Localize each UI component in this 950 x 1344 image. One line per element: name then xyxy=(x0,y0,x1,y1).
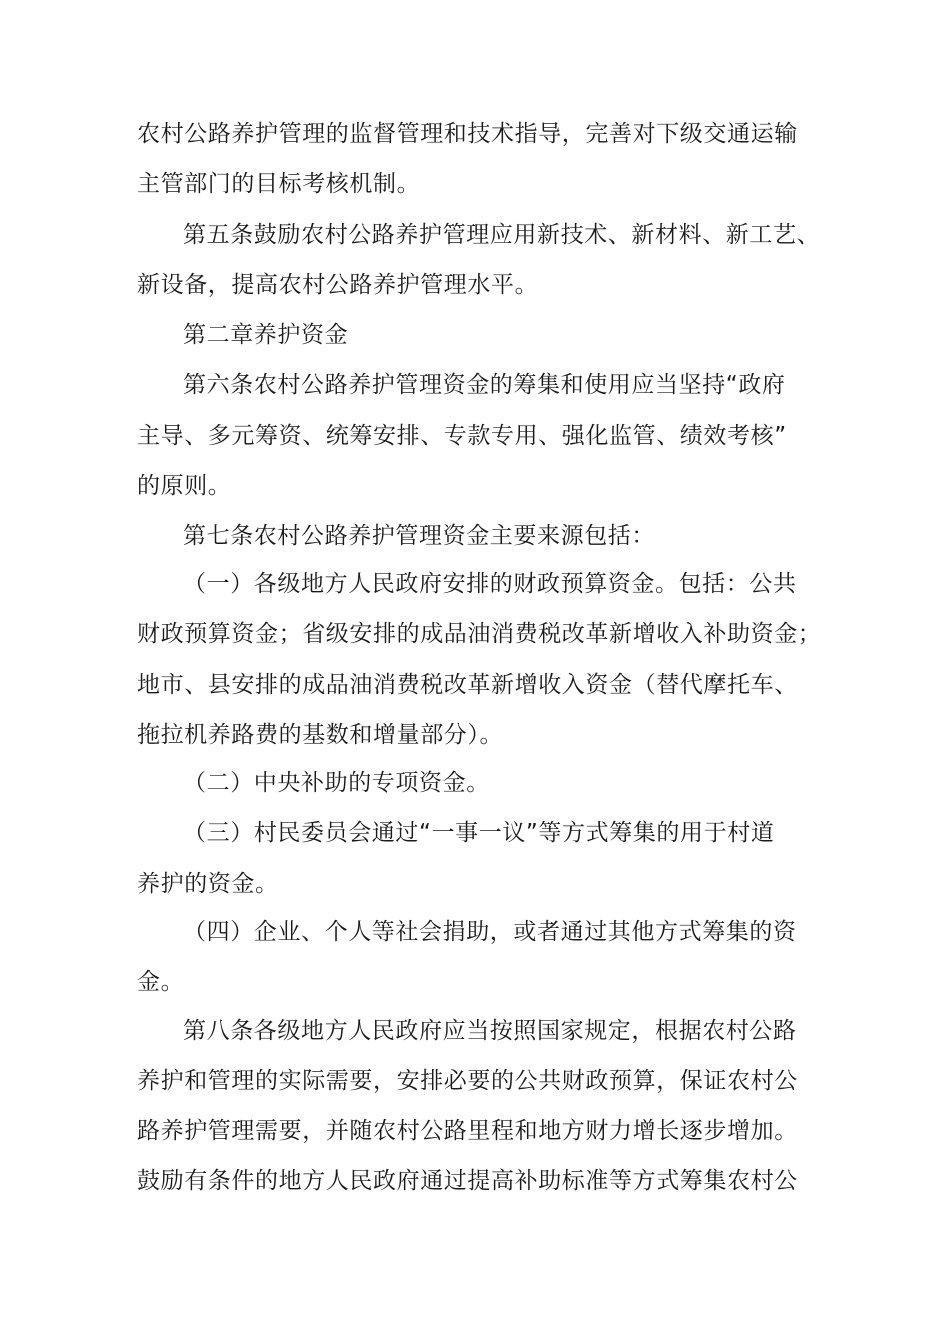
list-item-3-line: （三）村民委员会通过“一事一议”等方式筹集的用于村道 xyxy=(183,820,775,846)
article-5-line: 第五条鼓励农村公路养护管理应用新技术、新材料、新工艺、 xyxy=(183,222,821,248)
text-line: 养护和管理的实际需要，安排必要的公共财政预算，保证农村公 xyxy=(137,1068,798,1094)
chapter-heading: 第二章养护资金 xyxy=(183,322,349,348)
article-8-line: 第八条各级地方人民政府应当按照国家规定，根据农村公路 xyxy=(183,1018,797,1044)
text-line: 的原则。 xyxy=(137,473,232,499)
text-line: 鼓励有条件的地方人民政府通过提高补助标准等方式筹集农村公 xyxy=(137,1168,798,1194)
text-line: 主管部门的目标考核机制。 xyxy=(137,171,421,197)
text-line: 地市、县安排的成品油消费税改革新增收入资金（替代摩托车、 xyxy=(137,672,798,698)
text-line: 主导、多元筹资、统筹安排、专款专用、强化监管、绩效考核” xyxy=(137,423,787,449)
text-line: 财政预算资金；省级安排的成品油消费税改革新增收入补助资金； xyxy=(137,621,822,647)
list-item-1-line: （一）各级地方人民政府安排的财政预算资金。包括：公共 xyxy=(183,571,797,597)
text-line: 新设备，提高农村公路养护管理水平。 xyxy=(137,272,539,298)
list-item-4-line: （四）企业、个人等社会捐助，或者通过其他方式筹集的资 xyxy=(183,919,797,945)
text-line: 金。 xyxy=(137,969,185,995)
text-line: 路养护管理需要，并随农村公路里程和地方财力增长逐步增加。 xyxy=(137,1118,798,1144)
text-line: 拖拉机养路费的基数和增量部分）。 xyxy=(137,722,504,748)
article-7-line: 第七条农村公路养护管理资金主要来源包括： xyxy=(183,523,655,549)
list-item-2-line: （二）中央补助的专项资金。 xyxy=(183,770,490,796)
text-line: 养护的资金。 xyxy=(137,871,279,897)
text-line: 农村公路养护管理的监督管理和技术指导，完善对下级交通运输 xyxy=(137,121,798,147)
article-6-line: 第六条农村公路养护管理资金的筹集和使用应当坚持“政府 xyxy=(183,372,786,398)
